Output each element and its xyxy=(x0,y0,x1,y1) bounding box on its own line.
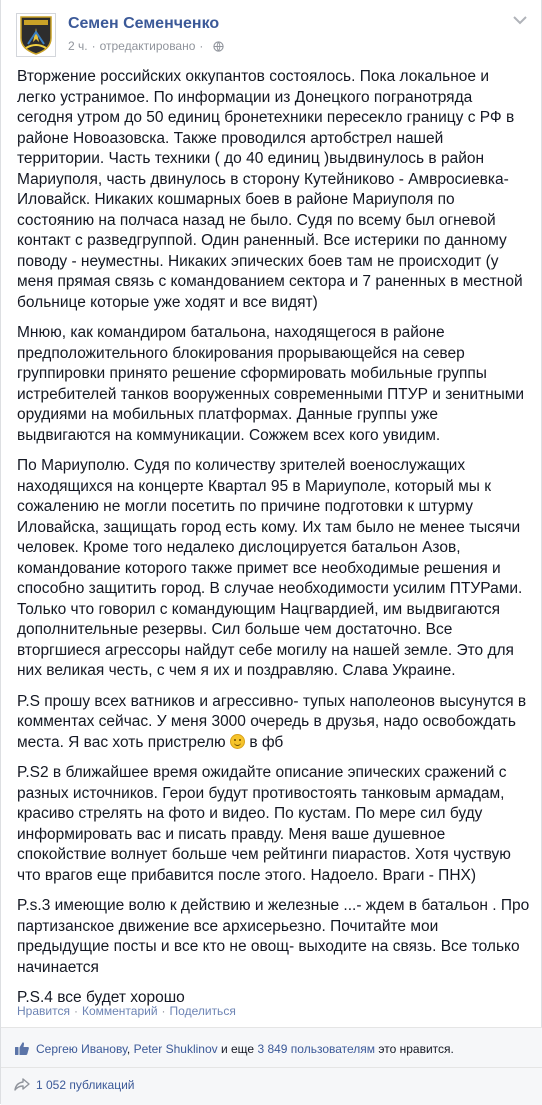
likes-summary xyxy=(1,1028,542,1068)
ps-text: P.S прошу всех ватников и агрессивно- тупых наполеонов высунутся в комментах сейчас. У меня 3000 очередь в друзья, надо освобождать места. Я вас хоть пристрелю xyxy=(17,692,527,751)
post-paragraph: P.S.4 все будет хорошо xyxy=(17,989,185,1006)
avatar[interactable] xyxy=(16,13,56,57)
globe-icon[interactable] xyxy=(213,41,224,52)
share-link[interactable]: Поделиться xyxy=(169,1004,236,1018)
ps-suffix: в фб xyxy=(249,733,284,751)
post-paragraph: Вторжение российских оккупантов состоялось. Пока локальное и легко устранимое. По информации из Донецкого погранотряда сегодня утром до 50 единиц бронетехники пересекло границу с РФ в районе Новоазовска. Также проводился артобстрел нашей территории. Часть техники ( до 40 единиц )выдвинулось в район Мариуполя, часть двинулось в сторону Кутейниково - Амвросиевка- Иловайск. Никаких кошмарных боев в районе Мариуполя по состоянию на полчаса назад не было. Судя по всему был огневой контакт с разведгруппой. Один раненный. Все истерики по данному поводу - неуместны. Никаких эпических боев там не происходит (у меня прямая связь с командованием сектора и 7 раненных в местной больнице которые уже ходят и все видят) xyxy=(17,68,523,311)
edited-label[interactable]: отредактировано xyxy=(99,39,196,53)
likes-suffix: это нравится. xyxy=(378,1042,454,1056)
comma: , xyxy=(126,1042,131,1056)
liker-1-link[interactable]: Сергею Иванову xyxy=(36,1042,127,1056)
liker-2-link[interactable]: Peter Shuklinov xyxy=(133,1042,218,1056)
smile-emoji-icon xyxy=(230,734,245,749)
shares-summary xyxy=(1,1069,542,1105)
post-actions xyxy=(17,1004,236,1018)
action-separator: · xyxy=(73,1004,78,1018)
others-link[interactable]: 3 849 пользователям xyxy=(257,1042,376,1056)
and-text: и еще xyxy=(220,1042,255,1056)
post-paragraph: P.S2 в ближайшее время ожидайте описание эпических сражений с разных источников. Герои будут противостоять танковым армадам, красиво стрелять на фото и видео. По кустам. По мере сил буду информировать вас и писать правду. Меня ваше душевное спокойствие волнует больше чем рейтинги пиарастов. Хотя чуствую что врагов еще прибавится после этого. Надоело. Враги - ПНХ) xyxy=(17,764,511,884)
author-name[interactable]: Семен Семенченко xyxy=(68,15,220,32)
post-paragraph: Мнюю, как командиром батальона, находящегося в районе предположительного блокирования прорывающейся на север группировки принято решение сформировать мобильные группы истребителей танков вооруженных современными ПТУР и зенитными орудиями на мобильных платформах. Данные группы уже выдвигаются на коммуникации. Сожжем всех кого увидим. xyxy=(17,324,525,444)
chevron-down-icon[interactable] xyxy=(512,14,528,26)
action-separator: · xyxy=(161,1004,166,1018)
post-paragraph-ps xyxy=(17,692,532,754)
share-arrow-icon xyxy=(14,1078,30,1091)
like-link[interactable]: Нравится xyxy=(17,1004,70,1018)
post-header xyxy=(1,0,542,64)
post-paragraph: P.s.3 имеющие волю к действию и железные ...- ждем в батальон . Про партизанское движение все архисерьезно. Почитайте мои предыдущие посты и все кто не овощ- выходите на связь. Все только начинается xyxy=(17,897,530,976)
comment-link[interactable]: Комментарий xyxy=(81,1004,158,1018)
thumbs-up-icon xyxy=(14,1041,30,1056)
post-time[interactable]: 2 ч. xyxy=(68,39,88,53)
post-paragraph: По Мариуполю. Судя по количеству зрителей военослужащих находящихся на концерте Квартал 95 в Мариуполе, который мы к сожалению не могли посетить по причине подготовки к штурму Иловайска, защищать город есть кому. Их там было не менее тысячи человек. Кроме того недалеко дислоцируется батальон Азов, командование которого также примет все необходимые решения и способно защитить город. В случае необходимости усилим ПТУРами. Только что говорил с командующим Нацгвардией, им выдвигаются дополнительные резервы. Сил больше чем достаточно. Все вторгшиеся агрессоры найдут себе могилу на нашей земле. Это для них великая честь, с чем я их и поздравляю. Слава Украине. xyxy=(17,457,523,679)
meta-separator: · xyxy=(91,39,96,53)
feedback-section xyxy=(1,1027,542,1105)
likes-text xyxy=(36,1042,454,1056)
donbas-battalion-logo-icon xyxy=(17,14,55,56)
shares-count-link[interactable]: 1 052 публикаций xyxy=(36,1078,135,1092)
meta-separator-2: · xyxy=(199,39,204,53)
post-body xyxy=(17,67,532,1019)
post-meta xyxy=(68,39,224,53)
